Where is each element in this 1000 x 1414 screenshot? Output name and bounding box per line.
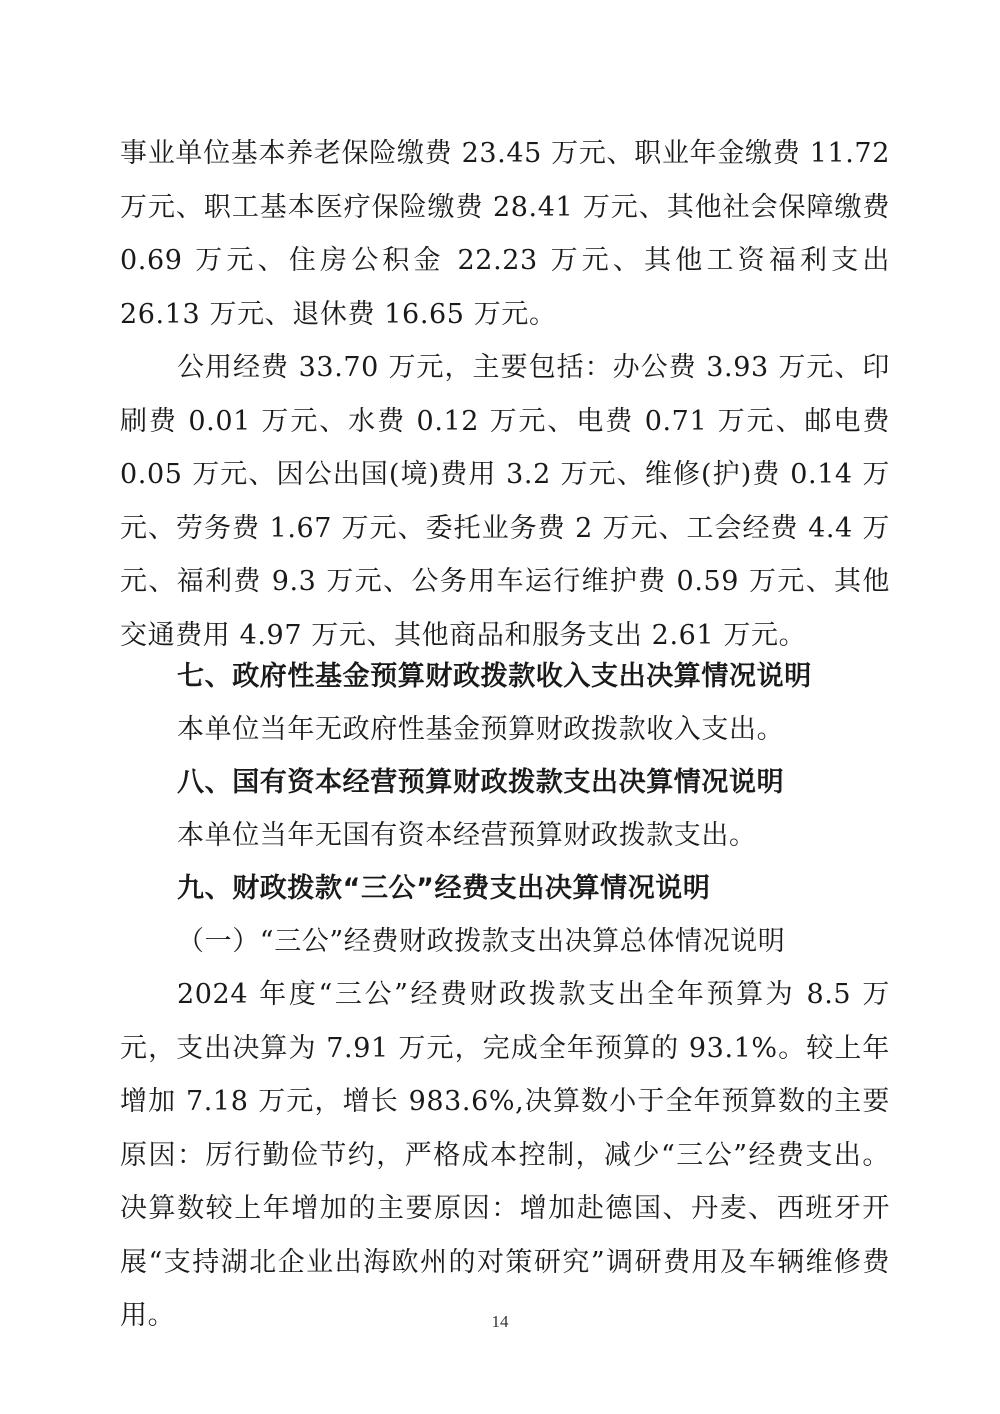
- page-number: 14: [491, 1312, 509, 1331]
- section-8-body: 本单位当年无国有资本经营预算财政拨款支出。: [177, 820, 757, 851]
- section-9-heading: 九、财政拨款“三公”经费支出决算情况说明: [177, 873, 711, 904]
- section-7-body: 本单位当年无政府性基金预算财政拨款收入支出。: [177, 714, 785, 745]
- paragraph-personnel-expenses: 事业单位基本养老保险缴费 23.45 万元、职业年金缴费 11.72 万元、职工基本医疗保险缴费 28.41 万元、其他社会保障缴费 0.69 万元、住房公积金 22.23 万元、其他工资福利支出 26.13 万元、退休费 16.65 万元。: [120, 138, 890, 330]
- section-7-heading: 七、政府性基金预算财政拨款收入支出决算情况说明: [177, 661, 812, 692]
- paragraph-public-expenses: 公用经费 33.70 万元，主要包括：办公费 3.93 万元、印刷费 0.01 万元、水费 0.12 万元、电费 0.71 万元、邮电费 0.05 万元、因公出国(境)费用 3.2 万元、维修(护)费 0.14 万元、劳务费 1.67 万元、委托业务费 2 万元、工会经费 4.4 万元、福利费 9.3 万元、公务用车运行维护费 0.59 万元、其他交通费用 4.97 万元、其他商品和服务支出 2.61 万元。: [120, 352, 890, 651]
- section-9-body: 2024 年度“三公”经费财政拨款支出全年预算为 8.5 万元，支出决算为 7.91 万元，完成全年预算的 93.1%。较上年增加 7.18 万元，增长 983.6%,决算数小于全年预算数的主要原因：厉行勤俭节约，严格成本控制，减少“三公”经费支出。决算数较上年增加的主要原因：增加赴德国、丹麦、西班牙开展“支持湖北企业出海欧州的对策研究”调研费用及车辆维修费用。: [120, 979, 890, 1331]
- section-9-subheading: （一）“三公”经费财政拨款支出决算总体情况说明: [177, 926, 786, 957]
- section-8-heading: 八、国有资本经营预算财政拨款支出决算情况说明: [177, 767, 785, 798]
